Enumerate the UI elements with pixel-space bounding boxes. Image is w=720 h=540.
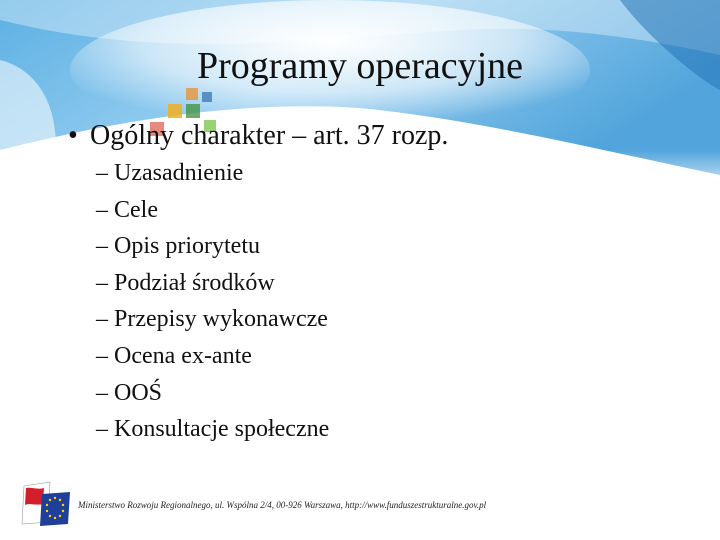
sub-item-konsultacje-spoleczne: – Konsultacje społeczne — [96, 416, 330, 443]
ministry-eu-flag-logo-icon — [18, 478, 76, 528]
sub-item-opis-priorytetu: – Opis priorytetu — [96, 233, 260, 260]
sub-item-przepisy-wykonawcze: – Przepisy wykonawcze — [96, 306, 328, 333]
sub-item-podzial-srodkow: – Podział środków — [96, 269, 275, 296]
sub-item-list — [96, 155, 329, 448]
main-bullet-text: Ogólny charakter – art. 37 rozp. — [90, 120, 449, 151]
sub-item-cele: – Cele — [96, 196, 158, 223]
sub-item-ocena-ex-ante: – Ocena ex-ante — [96, 342, 252, 369]
slide-title: Programy operacyjne — [196, 45, 524, 87]
main-bullet — [68, 118, 449, 154]
sub-item-oos: – OOŚ — [96, 379, 163, 406]
sub-item-uzasadnienie: – Uzasadnienie — [96, 160, 244, 186]
bullet-marker: • — [68, 120, 78, 151]
footer-address: Ministerstwo Rozwoju Regionalnego, ul. Wspólna 2/4, 00-926 Warszawa, http://www.funduszestrukturalne.gov.pl — [78, 500, 487, 510]
